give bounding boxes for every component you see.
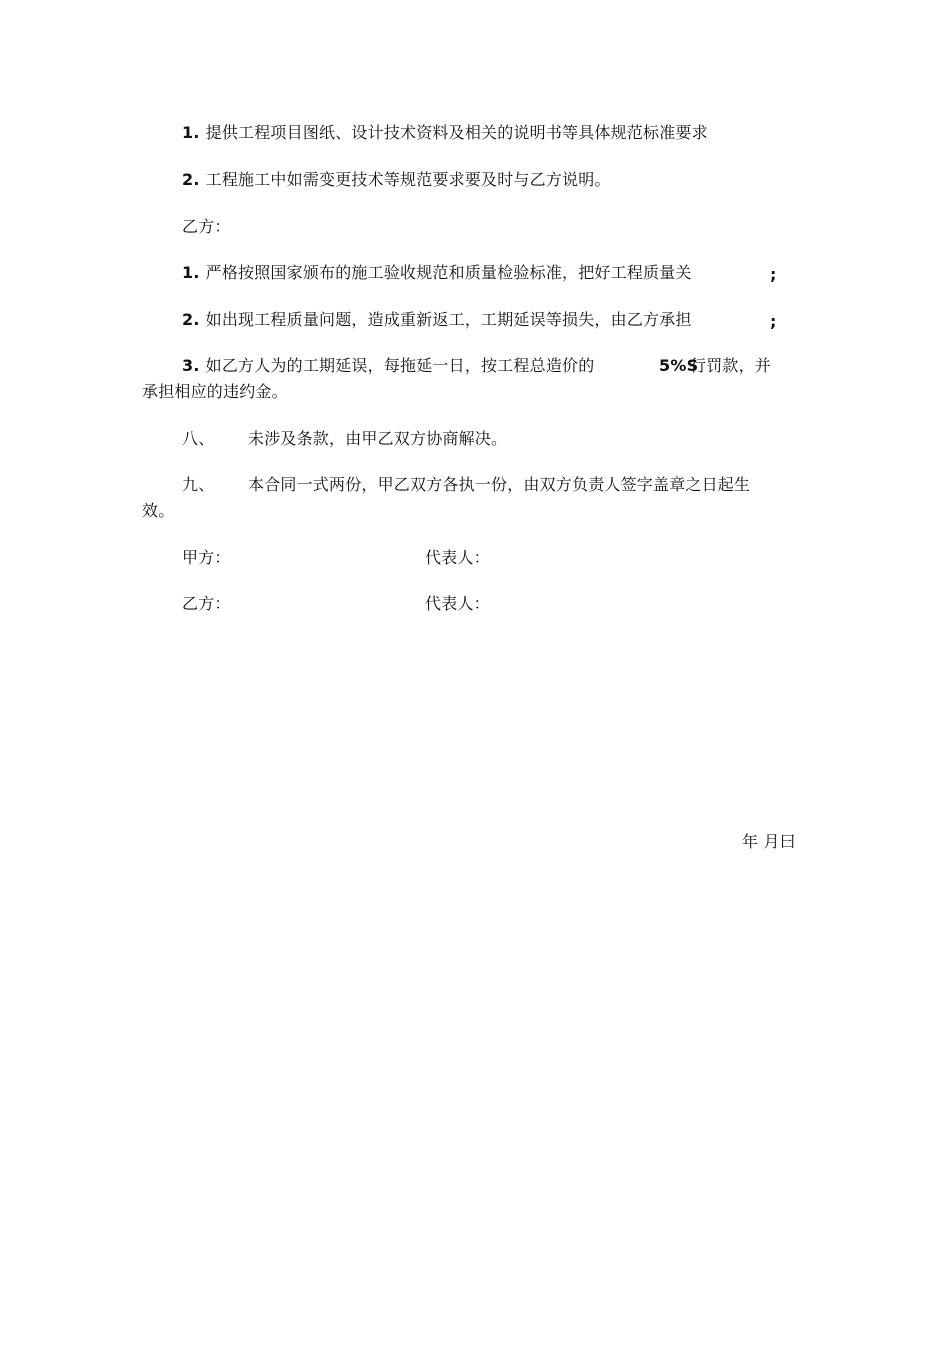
signature-party-b: 乙方： [182, 594, 231, 613]
clause-9-label: 九、 [182, 475, 215, 494]
signature-rep-a: 代表人： [425, 548, 490, 567]
signature-party-a: 甲方： [182, 548, 231, 567]
party-a-item-1 [182, 122, 708, 144]
clause-9-continuation: 效。 [142, 501, 175, 520]
clause-8-text: 未涉及条款，由甲乙双方协商解决。 [248, 429, 508, 448]
item-text-after-rate: 行罚款，并 [690, 356, 772, 375]
item-terminator: ; [770, 312, 777, 331]
party-b-item-3 [182, 355, 594, 377]
item-terminator: ; [770, 265, 777, 284]
item-number: 1. [182, 123, 200, 142]
item-number: 2. [182, 310, 200, 329]
party-b-item-1 [182, 262, 692, 284]
penalty-rate: 5%S [659, 356, 699, 375]
party-b-item-2 [182, 309, 692, 331]
clause-8-label: 八、 [182, 429, 215, 448]
item-text: 如乙方人为的工期延误，每拖延一日，按工程总造价的 [205, 356, 595, 375]
item-text: 如出现工程质量问题，造成重新返工，工期延误等损失，由乙方承担 [205, 310, 692, 329]
item-text: 严格按照国家颁布的施工验收规范和质量检验标准，把好工程质量关 [205, 263, 692, 282]
item-text: 工程施工中如需变更技术等规范要求要及时与乙方说明。 [205, 170, 611, 189]
item-number: 3. [182, 356, 200, 375]
date-line: 年 月曰 [742, 832, 796, 851]
item-number: 2. [182, 170, 200, 189]
party-b-heading: 乙方： [182, 217, 231, 236]
item-text: 提供工程项目图纸、设计技术资料及相关的说明书等具体规范标准要求 [205, 123, 708, 142]
party-a-item-2 [182, 169, 611, 191]
item-number: 1. [182, 263, 200, 282]
signature-rep-b: 代表人： [425, 594, 490, 613]
clause-9-text: 本合同一式两份，甲乙双方各执一份，由双方负责人签字盖章之日起生 [248, 475, 751, 494]
item-continuation: 承担相应的违约金。 [142, 382, 288, 401]
